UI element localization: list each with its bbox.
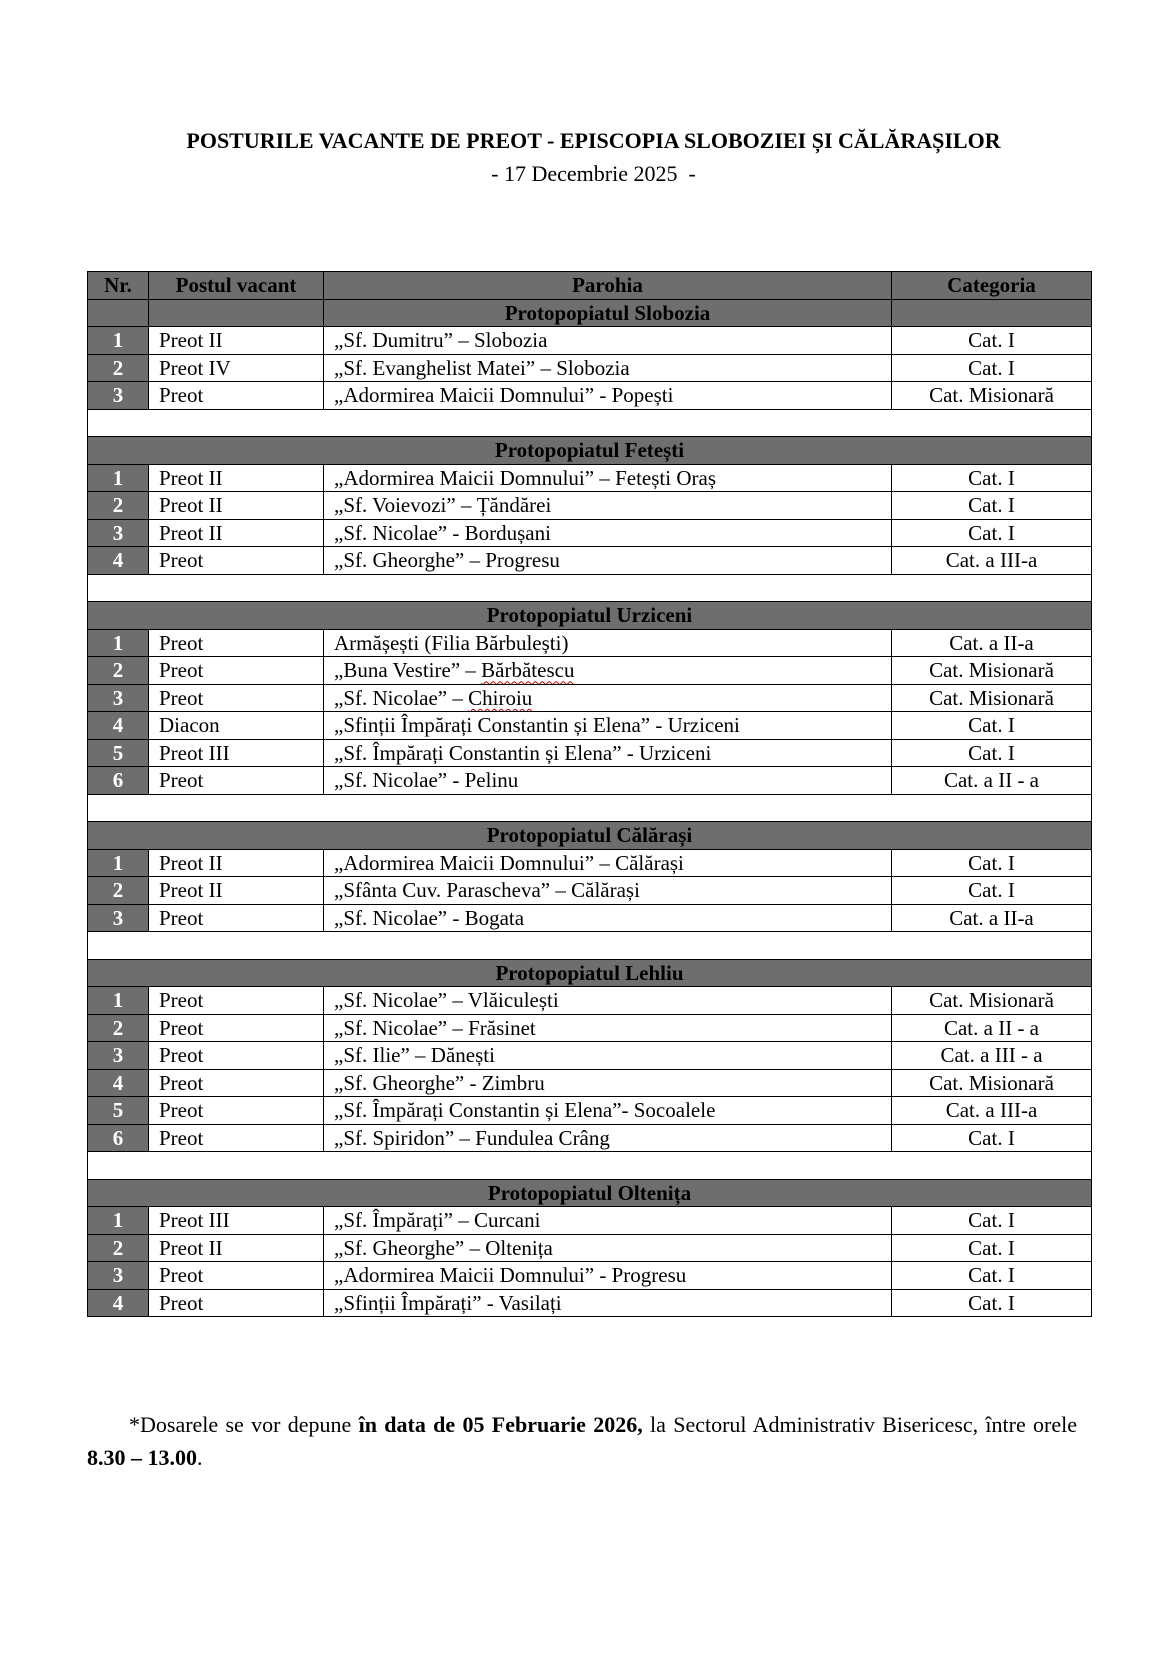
row-post: Preot II: [149, 849, 324, 877]
section-header-row: [88, 1179, 1092, 1207]
footnote: [87, 1408, 1077, 1474]
row-number: 6: [88, 1124, 149, 1152]
spacer-row: [88, 794, 1092, 822]
row-post: Preot: [149, 1124, 324, 1152]
row-parohia: „Sf. Gheorghe” – Oltenița: [324, 1234, 892, 1262]
row-parohia: „Sfânta Cuv. Parascheva” – Călărași: [324, 877, 892, 905]
row-categoria: Cat. Misionară: [892, 382, 1092, 410]
section-header-row: [88, 959, 1092, 987]
row-post: Preot II: [149, 877, 324, 905]
row-parohia: „Sf. Nicolae” – Frăsinet: [324, 1014, 892, 1042]
table-row: [88, 1069, 1092, 1097]
row-post: Diacon: [149, 712, 324, 740]
section-empty-cell: [88, 299, 149, 327]
table-row: [88, 1289, 1092, 1317]
row-parohia: [324, 657, 892, 685]
table-row: [88, 767, 1092, 795]
row-categoria: Cat. I: [892, 1289, 1092, 1317]
table-row: [88, 492, 1092, 520]
row-post: Preot II: [149, 492, 324, 520]
row-number: 3: [88, 1042, 149, 1070]
row-post: Preot II: [149, 327, 324, 355]
row-number: 3: [88, 904, 149, 932]
table-row: [88, 327, 1092, 355]
row-number: 4: [88, 1289, 149, 1317]
row-parohia: „Sf. Împărați Constantin și Elena”- Socoalele: [324, 1097, 892, 1125]
row-categoria: Cat. a II - a: [892, 1014, 1092, 1042]
row-post: Preot III: [149, 739, 324, 767]
header-post: Postul vacant: [149, 272, 324, 300]
row-parohia: „Adormirea Maicii Domnului” - Progresu: [324, 1262, 892, 1290]
header-parohia: Parohia: [324, 272, 892, 300]
row-number: 4: [88, 1069, 149, 1097]
row-categoria: Cat. I: [892, 877, 1092, 905]
row-parohia: „Sfinții Împărați Constantin și Elena” - Urziceni: [324, 712, 892, 740]
spacer-cell: [88, 794, 1092, 822]
spacer-cell: [88, 574, 1092, 602]
row-categoria: Cat. Misionară: [892, 1069, 1092, 1097]
section-header-row: [88, 822, 1092, 850]
spacer-cell: [88, 1152, 1092, 1180]
row-categoria: Cat. I: [892, 1207, 1092, 1235]
row-post: Preot: [149, 1289, 324, 1317]
table-row: [88, 354, 1092, 382]
table-row: [88, 1124, 1092, 1152]
section-title: Protopopiatul Urziceni: [88, 602, 1092, 630]
table-body: [88, 299, 1092, 1317]
row-categoria: Cat. I: [892, 739, 1092, 767]
row-post: Preot: [149, 1014, 324, 1042]
header-categoria: Categoria: [892, 272, 1092, 300]
row-parohia: „Sf. Dumitru” – Slobozia: [324, 327, 892, 355]
row-categoria: Cat. I: [892, 492, 1092, 520]
table-row: [88, 739, 1092, 767]
section-header-row: [88, 437, 1092, 465]
row-parohia: „Sf. Nicolae” – Vlăiculești: [324, 987, 892, 1015]
row-parohia: „Sf. Împărați” – Curcani: [324, 1207, 892, 1235]
row-parohia: „Sf. Gheorghe” - Zimbru: [324, 1069, 892, 1097]
row-categoria: Cat. a III-a: [892, 1097, 1092, 1125]
row-number: 2: [88, 657, 149, 685]
table-row: [88, 987, 1092, 1015]
row-parohia: „Sf. Nicolae” - Pelinu: [324, 767, 892, 795]
header-nr: Nr.: [88, 272, 149, 300]
row-parohia: „Sf. Nicolae” - Bordușani: [324, 519, 892, 547]
spacer-row: [88, 409, 1092, 437]
row-post: Preot: [149, 904, 324, 932]
footnote-text-2: la Sectorul Administrativ Bisericesc, între orele: [642, 1412, 1077, 1437]
row-categoria: Cat. I: [892, 519, 1092, 547]
row-parohia: „Adormirea Maicii Domnului” – Călărași: [324, 849, 892, 877]
row-categoria: Cat. I: [892, 354, 1092, 382]
row-categoria: Cat. a II - a: [892, 767, 1092, 795]
section-title: Protopopiatul Oltenița: [88, 1179, 1092, 1207]
table-row: [88, 712, 1092, 740]
table-row: [88, 382, 1092, 410]
row-number: 1: [88, 849, 149, 877]
row-post: Preot: [149, 547, 324, 575]
row-number: 1: [88, 464, 149, 492]
spacer-cell: [88, 932, 1092, 960]
row-number: 1: [88, 327, 149, 355]
table-row: [88, 849, 1092, 877]
table-row: [88, 1014, 1092, 1042]
row-categoria: Cat. a II-a: [892, 629, 1092, 657]
row-number: 2: [88, 1014, 149, 1042]
row-categoria: Cat. I: [892, 464, 1092, 492]
row-number: 2: [88, 492, 149, 520]
row-categoria: Cat. I: [892, 327, 1092, 355]
row-parohia: „Sf. Gheorghe” – Progresu: [324, 547, 892, 575]
row-number: 2: [88, 877, 149, 905]
parohia-text: „Sf. Nicolae” –: [334, 685, 469, 710]
footnote-date: în data de 05 Februarie 2026,: [358, 1412, 643, 1437]
row-categoria: Cat. I: [892, 1262, 1092, 1290]
row-number: 1: [88, 1207, 149, 1235]
row-parohia: „Sf. Ilie” – Dănești: [324, 1042, 892, 1070]
row-post: Preot IV: [149, 354, 324, 382]
row-number: 3: [88, 1262, 149, 1290]
table-row: [88, 1042, 1092, 1070]
table-row: [88, 464, 1092, 492]
row-post: Preot II: [149, 1234, 324, 1262]
row-post: Preot II: [149, 519, 324, 547]
table-row: [88, 1262, 1092, 1290]
table-row: [88, 1207, 1092, 1235]
footnote-text-1: *Dosarele se vor depune: [129, 1412, 359, 1437]
table-row: [88, 904, 1092, 932]
table-row: [88, 1234, 1092, 1262]
row-post: Preot: [149, 987, 324, 1015]
row-post: Preot: [149, 629, 324, 657]
row-categoria: Cat. I: [892, 712, 1092, 740]
section-title: Protopopiatul Călărași: [88, 822, 1092, 850]
row-categoria: Cat. a III - a: [892, 1042, 1092, 1070]
table-row: [88, 1097, 1092, 1125]
table-row: [88, 657, 1092, 685]
page-date: - 17 Decembrie 2025 -: [491, 161, 696, 186]
spacer-row: [88, 932, 1092, 960]
row-number: 4: [88, 712, 149, 740]
footnote-hours: 8.30 – 13.00: [87, 1445, 197, 1470]
row-number: 6: [88, 767, 149, 795]
row-parohia: [324, 684, 892, 712]
row-parohia: „Sf. Împărați Constantin și Elena” - Urziceni: [324, 739, 892, 767]
spellcheck-word: Chiroiu: [468, 685, 533, 710]
section-header-row: [88, 602, 1092, 630]
row-parohia: „Sf. Evanghelist Matei” – Slobozia: [324, 354, 892, 382]
row-post: Preot III: [149, 1207, 324, 1235]
row-number: 5: [88, 739, 149, 767]
row-number: 3: [88, 382, 149, 410]
row-number: 1: [88, 987, 149, 1015]
section-title: Protopopiatul Slobozia: [324, 299, 892, 327]
row-categoria: Cat. Misionară: [892, 684, 1092, 712]
table-row: [88, 519, 1092, 547]
table-row: [88, 877, 1092, 905]
row-number: 2: [88, 354, 149, 382]
row-categoria: Cat. I: [892, 1234, 1092, 1262]
spacer-cell: [88, 409, 1092, 437]
row-categoria: Cat. Misionară: [892, 987, 1092, 1015]
row-categoria: Cat. a II-a: [892, 904, 1092, 932]
section-header-row: [88, 299, 1092, 327]
row-categoria: Cat. I: [892, 849, 1092, 877]
section-title: Protopopiatul Fetești: [88, 437, 1092, 465]
row-parohia: „Sf. Spiridon” – Fundulea Crâng: [324, 1124, 892, 1152]
row-number: 3: [88, 684, 149, 712]
row-number: 5: [88, 1097, 149, 1125]
row-parohia: „Sf. Voievozi” – Țăndărei: [324, 492, 892, 520]
vacancies-table: [87, 271, 1092, 1317]
row-categoria: Cat. Misionară: [892, 657, 1092, 685]
row-post: Preot II: [149, 464, 324, 492]
table-row: [88, 629, 1092, 657]
row-number: 4: [88, 547, 149, 575]
row-number: 3: [88, 519, 149, 547]
row-post: Preot: [149, 767, 324, 795]
row-post: Preot: [149, 1069, 324, 1097]
row-parohia: „Sfinții Împărați” - Vasilați: [324, 1289, 892, 1317]
row-post: Preot: [149, 1262, 324, 1290]
row-post: Preot: [149, 1097, 324, 1125]
spellcheck-word: Bărbătescu: [481, 658, 575, 683]
row-number: 1: [88, 629, 149, 657]
row-categoria: Cat. I: [892, 1124, 1092, 1152]
row-parohia: „Sf. Nicolae” - Bogata: [324, 904, 892, 932]
section-empty-cell: [149, 299, 324, 327]
row-parohia: „Adormirea Maicii Domnului” – Fetești Oraș: [324, 464, 892, 492]
table-header-row: [88, 272, 1092, 300]
table-row: [88, 684, 1092, 712]
row-parohia: „Adormirea Maicii Domnului” - Popești: [324, 382, 892, 410]
spacer-row: [88, 1152, 1092, 1180]
page-title: POSTURILE VACANTE DE PREOT - EPISCOPIA SLOBOZIEI ȘI CĂLĂRAȘILOR: [186, 128, 1001, 153]
section-title: Protopopiatul Lehliu: [88, 959, 1092, 987]
parohia-text: „Buna Vestire” –: [334, 658, 482, 683]
footnote-text-3: .: [197, 1445, 203, 1470]
row-number: 2: [88, 1234, 149, 1262]
row-categoria: Cat. a III-a: [892, 547, 1092, 575]
table-row: [88, 547, 1092, 575]
row-post: Preot: [149, 684, 324, 712]
row-post: Preot: [149, 382, 324, 410]
row-post: Preot: [149, 1042, 324, 1070]
row-post: Preot: [149, 657, 324, 685]
row-parohia: Armășești (Filia Bărbulești): [324, 629, 892, 657]
section-empty-cell: [892, 299, 1092, 327]
spacer-row: [88, 574, 1092, 602]
